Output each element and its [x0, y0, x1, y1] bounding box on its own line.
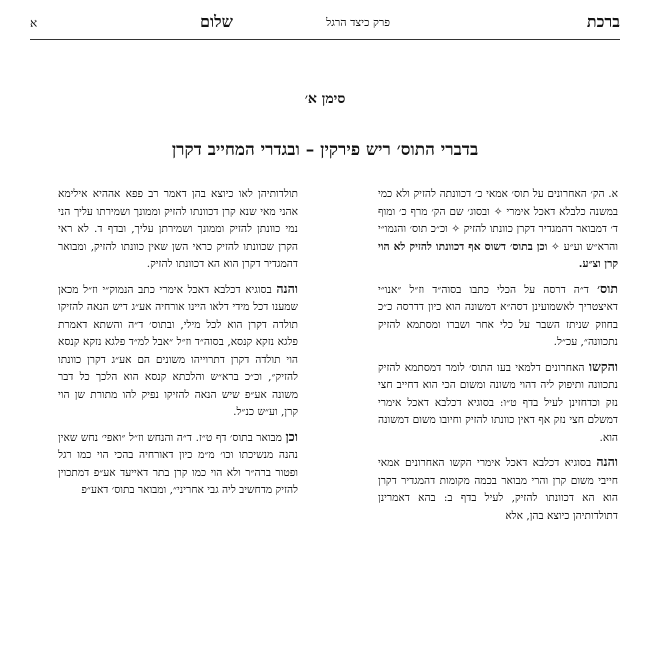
paragraph: [58, 428, 298, 500]
paragraph: [58, 186, 298, 274]
paragraph-lead-word: והנה: [596, 454, 618, 469]
paragraph-lead-word: תוס׳: [597, 280, 618, 296]
paragraph-bold-text: וכן בתוס׳ דשוס אף דכוונתו להזיק לא הוי קרן וצ״ע.: [378, 240, 618, 270]
paragraph: [378, 453, 618, 525]
section-number: סימן א׳: [304, 91, 346, 107]
paragraph-text: א. הק׳ האחרונים על תוס׳ אמאי כ׳ דכוונתה להזיק ולא כמי במשנה כלבלא דאכל אימרי ✧ ובסוג׳ שם הק׳ מרף כ׳ ומוף ד׳ דמבואר דהמגדיר דקרן כוונתו להזיק ✧ וכ״כ תוס׳ והגמו״י והרא״ש וע״ע ✧: [378, 188, 618, 253]
paragraph-lead-word: וכן: [285, 428, 298, 444]
paragraph-lead-word: והקשו: [588, 358, 618, 374]
paragraph-text: בסוגיא דכלבא דאכל אימרי כתב הנמוק״י וז״ל מכאן שמענו דכל מידי דלאו היינו אורחיה אע״ג דיש הנאה להזיקו תולדה דקרן הוא לכל מילי, ובתוס׳ ד״ה והשתא דאמרת פלגא נזקא קנסא, בסוה״ד וז״ל ״אבל למ״ד פלגא נזקא קנסא הוי תולדה דקרן דתרוייהו משונים הם אע״ג דקרן כוונתו להזיק״, וכ״כ ברא״ש והלכתא קנסא הוא הלכך כל דבר משונה אע״פ שיש הנאה להזיקו נפיק להו מתורת שן הוי קרן, וע״ש כנ״ל.: [58, 283, 298, 418]
paragraph: [378, 186, 618, 274]
running-header: [30, 12, 620, 38]
paragraph-text: בסוגיא דכלבא דאכל אימרי הקשו האחרונים אמאי חייבי משום קרן והרי מבואר בכמה מקומות דהמגדיר דקרן הוא הא דכוונתו להזיק, לעיל בדף ב: בהא דאמרינן דתולדותיהן כיוצא בהן, אלא: [378, 457, 618, 522]
book-title-left: שלום: [200, 12, 233, 31]
paragraph-text: האחרונים דלמאי בעו התוס׳ לומר דמסתמא להזיק נתכוונה ותיפוק ליה דהוי משונה ומשום הכי הוא דחייב חצי נזק וכדחזינן לעיל בדף ט״ו: בסוגיא דכלבא דאכל אימרי דמשלם חצי נזק אף דאין כוונתו להזיק וחיובו משום דמשונה הוא.: [378, 361, 618, 444]
paragraph-text: ד״ה דרסה על הכלי כתבו בסוה״ד וז״ל ״אנו״י דאיצטריך לאשמועינן דסה״א דמשונה הוא כיון דדרסה כ״כ בחוזק שניתז השבר על כלי אחר ושברו ומסתמא להזיק נתכוונה״, עכ״ל.: [378, 283, 618, 348]
header-rule: [30, 39, 620, 40]
paragraph: [378, 280, 618, 352]
paragraph-lead-word: והנה: [276, 280, 299, 296]
paragraph-text: תולדותיהן לאו כיוצא בהן דאמר רב פפא אההיא אילימא אהני מאי שנא קרן דכוונתו להזיק וממונך ושמירתו עליך הני נמי כוונתן להזיק וממונך ושמירתן עליך, ובדף ד. לא ראי הקרן שכוונתו להזיק כראי השן שאין כוונתו להזיק, ומבואר דהמגדיר דקרן הוא הא דכוונתו להזיק.: [58, 188, 298, 270]
paragraph-text: מבואר בתוס׳ דף ט״ז. ד״ה והנחש וז״ל ״ואפי׳ נחש שאין נהנה מנשיכתו וכו׳ מ״מ כיון דאורחיה בהכי הוי כמו רגל ופטור ברה״ר ולא הוי כמו קרן בתר דאייעד אע״פ דמתכוין להזיק מדחשיב ליה גבי אחריני״, ומבואר בתוס׳ דאע״פ: [58, 431, 298, 496]
chapter-subtitle: פרק כיצד הרגל: [326, 16, 390, 29]
section-title: בדברי התוס׳ ריש פירקין – ובגדרי המחייב דקרן: [171, 140, 479, 160]
paragraph: [378, 358, 618, 448]
book-title-right: ברכת: [586, 12, 620, 31]
page-number: א: [30, 16, 38, 30]
paragraph: [58, 280, 298, 422]
right-column: [378, 186, 618, 531]
left-column: [58, 186, 298, 506]
